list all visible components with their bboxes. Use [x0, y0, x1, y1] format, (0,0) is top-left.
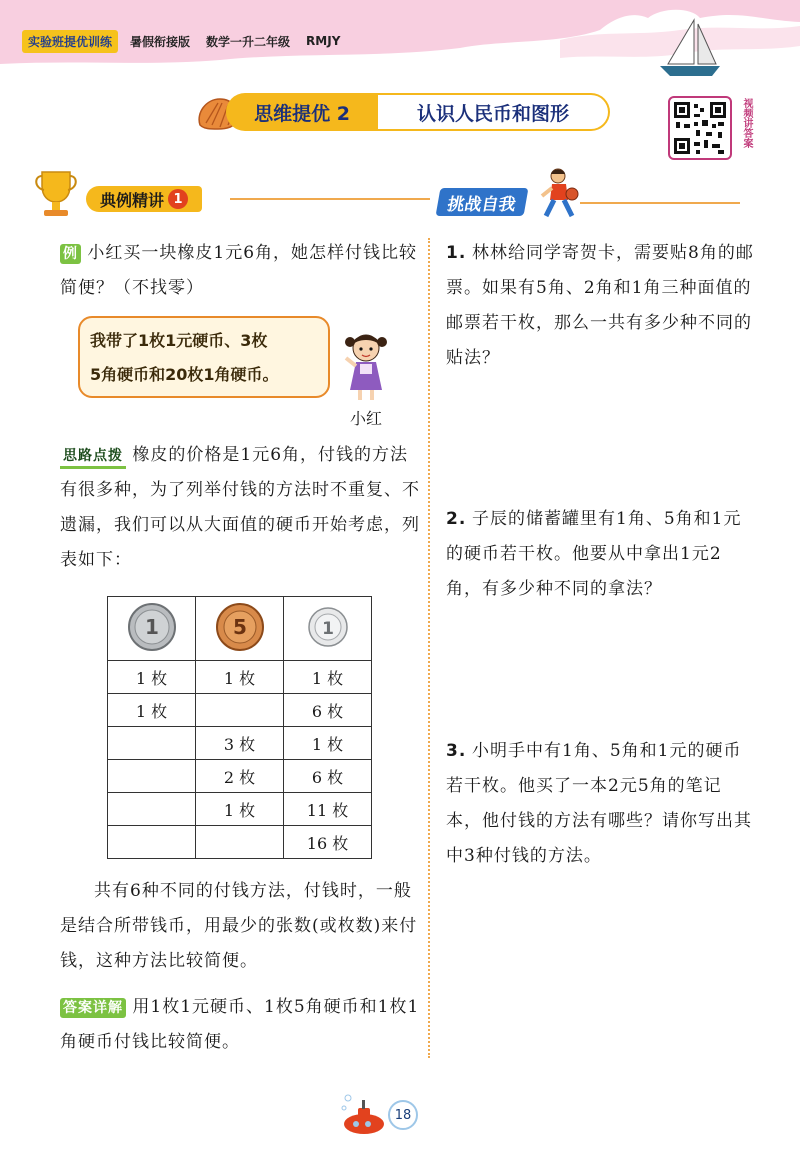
coin-1-yuan-cell — [108, 597, 196, 661]
table-row — [108, 826, 372, 859]
table-cell — [108, 760, 196, 793]
table-cell: 6 枚 — [284, 760, 372, 793]
table-cell: 1 枚 — [196, 661, 284, 694]
heading-rule — [580, 202, 740, 204]
bubble-line-1: 我带了1枚1元硬币、3枚 — [90, 331, 268, 350]
table-cell: 2 枚 — [196, 760, 284, 793]
five-jiao-coin-icon — [215, 602, 265, 652]
summary-text: 共有6种不同的付钱方法，付钱时，一般是结合所带钱币，用最少的张数(或枚数)来付钱，这种方法比较简便。 — [60, 881, 418, 971]
table-cell: 1 枚 — [284, 727, 372, 760]
qr-code[interactable] — [668, 96, 732, 160]
table-cell: 16 枚 — [284, 826, 372, 859]
thinking-tag: 思路点拨 — [60, 446, 126, 469]
answer-text: 用1枚1元硬币、1枚5角硬币和1枚1角硬币付钱比较简便。 — [60, 997, 420, 1052]
table-cell: 6 枚 — [284, 694, 372, 727]
table-cell — [196, 826, 284, 859]
question-1 — [446, 236, 756, 376]
table-cell — [108, 727, 196, 760]
series-brand: 实验班提优训练 — [22, 30, 118, 53]
example-section-number: 1 — [168, 189, 188, 209]
table-row — [108, 793, 372, 826]
question-text: 小明手中有1角、5角和1元的硬币若干枚。他买了一本2元5角的笔记本，他付钱的方法有哪些？请你写出其中3种付钱的方法。 — [446, 741, 752, 866]
example-section-heading — [30, 166, 390, 226]
series-subject: 数学一升二年级 — [206, 34, 291, 49]
running-boy-icon — [534, 166, 584, 226]
table-row — [108, 760, 372, 793]
example-section-label — [86, 186, 202, 212]
one-jiao-coin-icon — [307, 606, 349, 648]
coin-1-jiao-cell — [284, 597, 372, 661]
heading-rule — [230, 198, 430, 200]
table-cell — [196, 694, 284, 727]
table-cell: 1 枚 — [108, 661, 196, 694]
coin-combination-table — [107, 596, 372, 859]
table-cell: 1 枚 — [196, 793, 284, 826]
thinking-hint — [60, 438, 420, 578]
question-number: 1. — [446, 243, 467, 263]
table-cell: 1 枚 — [284, 661, 372, 694]
answer-tag: 答案详解 — [60, 998, 126, 1018]
coin-label: 1 — [321, 618, 334, 639]
example-section-title: 典例精讲 — [100, 190, 165, 210]
girl-character-icon — [336, 328, 396, 404]
lesson-title-banner — [196, 93, 612, 131]
qr-code-icon — [674, 102, 726, 154]
table-row — [108, 661, 372, 694]
coin-5-jiao-cell — [196, 597, 284, 661]
question-2 — [446, 502, 756, 607]
thinking-text: 橡皮的价格是1元6角，付钱的方法有很多种，为了列举付钱的方法时不重复、不遗漏，我们可以从大面值的硬币开始考虑，列表如下： — [60, 445, 420, 570]
series-edition: 暑假衔接版 — [130, 34, 191, 49]
bubble-line-2: 5角硬币和20枚1角硬币。 — [90, 365, 279, 384]
one-yuan-coin-icon — [127, 602, 177, 652]
question-3 — [446, 734, 756, 874]
example-tag: 例 — [60, 244, 81, 264]
example-problem — [60, 236, 420, 306]
table-row — [108, 727, 372, 760]
lesson-title-left: 思维提优 2 — [226, 93, 378, 131]
series-code: RMJY — [306, 34, 341, 48]
lesson-title-right: 认识人民币和图形 — [378, 93, 610, 131]
example-text: 小红买一块橡皮1元6角，她怎样付钱比较简便？（不找零） — [60, 243, 418, 298]
table-cell: 3 枚 — [196, 727, 284, 760]
series-info — [22, 30, 356, 52]
question-text: 子辰的储蓄罐里有1角、5角和1元的硬币若干枚。他要从中拿出1元2角，有多少种不同的拿法？ — [446, 509, 742, 599]
table-cell: 1 枚 — [108, 694, 196, 727]
qr-label: 视频讲答案 — [741, 98, 752, 148]
column-divider — [428, 238, 430, 1058]
question-number: 2. — [446, 509, 467, 529]
trophy-icon — [30, 166, 82, 226]
speaker-name: 小红 — [350, 409, 383, 428]
speech-bubble — [78, 316, 330, 398]
table-cell — [108, 826, 196, 859]
summary-paragraph — [60, 874, 420, 979]
answer-explanation — [60, 990, 420, 1060]
table-cell: 11 枚 — [284, 793, 372, 826]
coin-label: 5 — [232, 614, 247, 639]
table-row — [108, 694, 372, 727]
challenge-section-heading — [430, 166, 770, 230]
coin-label: 1 — [144, 614, 159, 639]
submarine-icon — [340, 1088, 388, 1138]
challenge-section-title: 挑战自我 — [436, 188, 529, 216]
table-cell — [108, 793, 196, 826]
header-band — [0, 0, 800, 72]
question-number: 3. — [446, 741, 467, 761]
question-text: 林林给同学寄贺卡，需要贴8角的邮票。如果有5角、2角和1角三种面值的邮票若干枚，那么一共有多少种不同的贴法？ — [446, 243, 754, 368]
page-number: 18 — [388, 1100, 418, 1130]
table-header-row — [108, 597, 372, 661]
